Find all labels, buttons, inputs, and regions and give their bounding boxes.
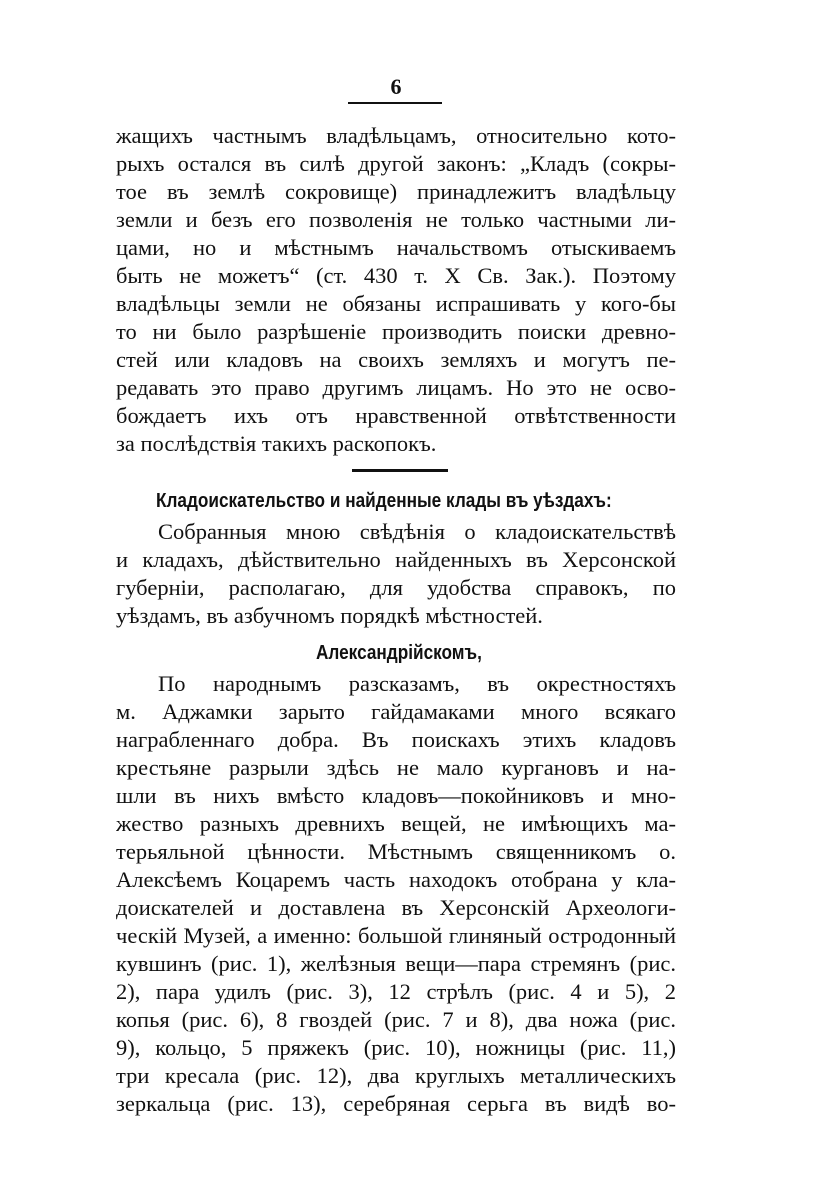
text-line: быть не можетъ“ (ст. 430 т. X Св. Зак.). Поэтому bbox=[116, 263, 676, 288]
text-line: уѣздамъ, въ азбучномъ порядкѣ мѣстностей. bbox=[116, 603, 543, 628]
text-line: терьяльной цѣнности. Мѣстнымъ священникомъ о. bbox=[116, 839, 676, 864]
text-line: за послѣдствія такихъ раскопокъ. bbox=[116, 431, 437, 456]
text-line: три кресала (рис. 12), два круглыхъ металлическихъ bbox=[116, 1063, 676, 1088]
section-heading: Кладоискательство и найденные клады въ уѣздахъ: bbox=[156, 490, 612, 512]
text-line: жащихъ частнымъ владѣльцамъ, относительно кото- bbox=[116, 123, 676, 148]
text-line: Собранныя мною свѣдѣнія о кладоискательствѣ bbox=[158, 519, 676, 544]
text-line: копья (рис. 6), 8 гвоздей (рис. 7 и 8), два ножа (рис. bbox=[116, 1007, 676, 1032]
text-line: кувшинъ (рис. 1), желѣзныя вещи—пара стремянъ (рис. bbox=[116, 951, 676, 976]
text-line: 2), пара удилъ (рис. 3), 12 стрѣлъ (рис. 4 и 5), 2 bbox=[116, 979, 676, 1004]
text-line: Алексѣемъ Коцаремъ часть находокъ отобрана у кла- bbox=[116, 867, 676, 892]
intro-paragraph bbox=[116, 122, 676, 458]
text-line: земли и безъ его позволенія не только частными ли- bbox=[116, 207, 676, 232]
text-line: бождаетъ ихъ отъ нравственной отвѣтственности bbox=[116, 403, 676, 428]
text-line: тое въ землѣ сокровище) принадлежитъ владѣльцу bbox=[116, 179, 676, 204]
text-line: крестьяне разрыли здѣсь не мало кургановъ и на- bbox=[116, 755, 676, 780]
subsection-paragraph bbox=[116, 670, 676, 1118]
text-line: награбленнаго добра. Въ поискахъ этихъ кладовъ bbox=[116, 727, 676, 752]
page-number: 6 bbox=[390, 74, 402, 99]
subsection-heading: Александрійскомъ, bbox=[316, 642, 482, 664]
section-divider bbox=[352, 469, 448, 472]
text-line: 9), кольцо, 5 пряжекъ (рис. 10), ножницы (рис. 11,) bbox=[116, 1035, 676, 1060]
text-line: и кладахъ, дѣйствительно найденныхъ въ Херсонской bbox=[116, 547, 676, 572]
text-line: то ни было разрѣшеніе производить поиски древно- bbox=[116, 319, 676, 344]
text-line: м. Аджамки зарыто гайдамаками много всякаго bbox=[116, 699, 676, 724]
text-line: рыхъ остался въ силѣ другой законъ: „Кладъ (сокры- bbox=[116, 151, 676, 176]
text-line: По народнымъ разсказамъ, въ окрестностяхъ bbox=[158, 671, 676, 696]
section-paragraph bbox=[116, 518, 676, 630]
text-line: стей или кладовъ на своихъ земляхъ и могутъ пе- bbox=[116, 347, 676, 372]
text-line: редавать это право другимъ лицамъ. Но это не осво- bbox=[116, 375, 676, 400]
text-line: цами, но и мѣстнымъ начальствомъ отыскиваемъ bbox=[116, 235, 676, 260]
text-line: зеркальца (рис. 13), серебряная серьга въ видѣ во- bbox=[116, 1091, 676, 1116]
text-line: губерніи, располагаю, для удобства справокъ, по bbox=[116, 575, 676, 600]
text-line: ческій Музей, а именно: большой глиняный остродонный bbox=[116, 923, 676, 948]
text-line: доискателей и доставлена въ Херсонскій Археологи- bbox=[116, 895, 676, 920]
text-line: владѣльцы земли не обязаны испрашивать у кого-бы bbox=[116, 291, 676, 316]
page-number-rule bbox=[348, 102, 442, 104]
text-line: жество разныхъ древнихъ вещей, не имѣющихъ ма- bbox=[116, 811, 676, 836]
text-line: шли въ нихъ вмѣсто кладовъ—покойниковъ и мно- bbox=[116, 783, 676, 808]
